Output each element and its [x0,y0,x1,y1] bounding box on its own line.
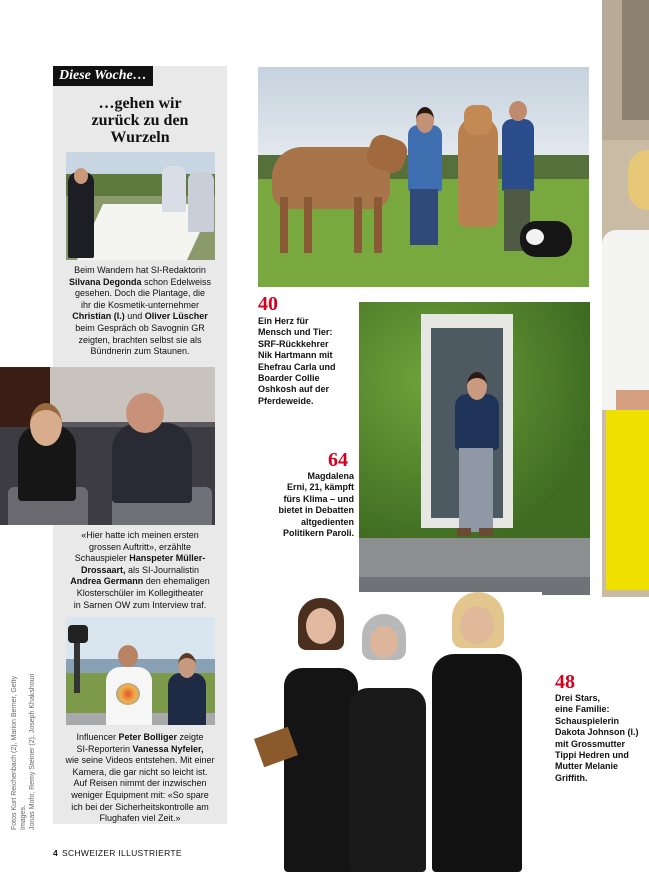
caption-text: ich bei der Sicherheitskontrolle am [71,801,209,812]
footer-page-number: 4 [53,848,59,858]
caption-feature-64 [262,471,354,539]
caption-influencer [56,732,224,825]
caption-text: Schauspieler [74,553,130,564]
section-tag: Diese Woche… [53,66,153,86]
caption-line: Dakota Johnson (l.) [555,727,639,738]
photo-right-edge-portrait [602,0,649,597]
caption-line: Tippi Hedren und [555,750,629,761]
caption-text: als SI-Journalistin [125,564,200,575]
caption-feature-48 [555,693,649,784]
caption-text: zeigte [177,732,204,742]
caption-text: Influencer [76,732,119,742]
photo-theatre-interview [0,367,215,525]
caption-feature-40 [258,316,358,407]
footer-magazine-name: SCHWEIZER ILLUSTRIERTE [62,848,182,858]
headline-line: …gehen wir [98,95,182,112]
caption-text: Klosterschüler im Kollegitheater [76,587,204,598]
caption-line: Mutter Melanie [555,761,619,772]
caption-line: Erni, 21, kämpft [286,482,354,493]
credit-line: Jonas Mohr, Remy Steiner (2), Joseph Khakshouri [29,673,36,830]
caption-text: SI-Reporterin [76,743,133,754]
caption-text: gesehen. Doch die Plantage, die [74,288,206,299]
caption-line: mit Grossmutter [555,738,626,749]
photo-plantation-interview [66,152,215,260]
photo-influencer-camera [66,617,215,725]
headline-line: Wurzeln [110,129,170,146]
caption-line: Griffith. [555,772,588,783]
caption-line: SRF-Rückkehrer [258,338,329,349]
caption-line: Boarder Collie [258,373,320,384]
credit-line: Fotos Kurt Reichenbach (2), Marion Berner, Getty Images, [11,675,27,830]
caption-name: Silvana Degonda [68,276,142,287]
page-number-64: 64 [328,449,348,471]
caption-name: Drossaart, [80,564,126,575]
caption-line: Pferdeweide. [258,395,314,406]
caption-text: in Sarnen OW zum Interview traf. [73,599,207,610]
photo-three-stars [238,592,542,872]
caption-line: Ehefrau Carla und [258,361,336,372]
caption-name: Andrea Germann [70,576,144,587]
caption-text: Kamera, die gar nicht so leicht ist. [72,766,208,777]
photo-horse-pasture [258,67,589,287]
caption-text: weniger Equipment mit: «So spare [71,789,209,800]
headline-line: zurück zu den [91,112,189,129]
caption-name: Hanspeter Müller- [129,553,206,564]
caption-line: eine Familie: [555,704,610,715]
caption-line: altgedienten [300,516,354,527]
page-number-40: 40 [258,293,278,315]
caption-plantation [56,265,224,358]
photo-credits [10,650,37,830]
caption-line: Mensch und Tier: [258,327,333,338]
caption-theatre [56,530,224,611]
caption-text: Bündnerin zum Staunen. [90,346,190,357]
caption-text: Flughafen viel Zeit.» [99,813,181,824]
caption-line: Politikern Paroli. [282,528,354,539]
caption-line: Schauspielerin [555,715,620,726]
caption-line: Nik Hartmann mit [258,350,333,361]
caption-text: beim Gespräch ob Savognin GR [75,322,205,333]
caption-name: Peter Bolliger [118,732,178,742]
caption-line: Drei Stars, [555,693,601,703]
caption-line: fürs Klima – und [283,493,354,504]
caption-name: Vanessa Nyfeler, [132,743,204,754]
caption-text: zeigten, brachten selbst sie als [78,334,202,345]
page-number-48: 48 [555,671,575,693]
caption-line: Oshkosh auf der [258,384,330,395]
caption-text: «Hier hatte ich meinen ersten [81,530,199,540]
caption-text: den ehemaligen [143,576,210,587]
caption-line: bietet in Debatten [278,505,354,516]
page-footer [53,848,182,858]
caption-text: schon Edelweiss [141,276,212,287]
caption-line: Ein Herz für [258,316,309,326]
caption-text: Auf Reisen nimmt der inzwischen [73,778,207,789]
caption-text: Beim Wandern hat SI-Redaktorin [74,265,206,275]
photo-ivy-doorway [359,302,590,595]
caption-text: wie seine Videos entstehen. Mit einer [65,755,215,766]
caption-text: und [124,311,145,322]
caption-name: Oliver Lüscher [144,311,208,322]
caption-line: Magdalena [307,471,354,481]
sidebar-headline [60,95,220,146]
caption-text: grossen Auftritt», erzählte [88,541,192,552]
caption-name: Christian (l.) [72,311,125,322]
caption-text: ihr die Kosmetik-unternehmer [80,299,200,310]
